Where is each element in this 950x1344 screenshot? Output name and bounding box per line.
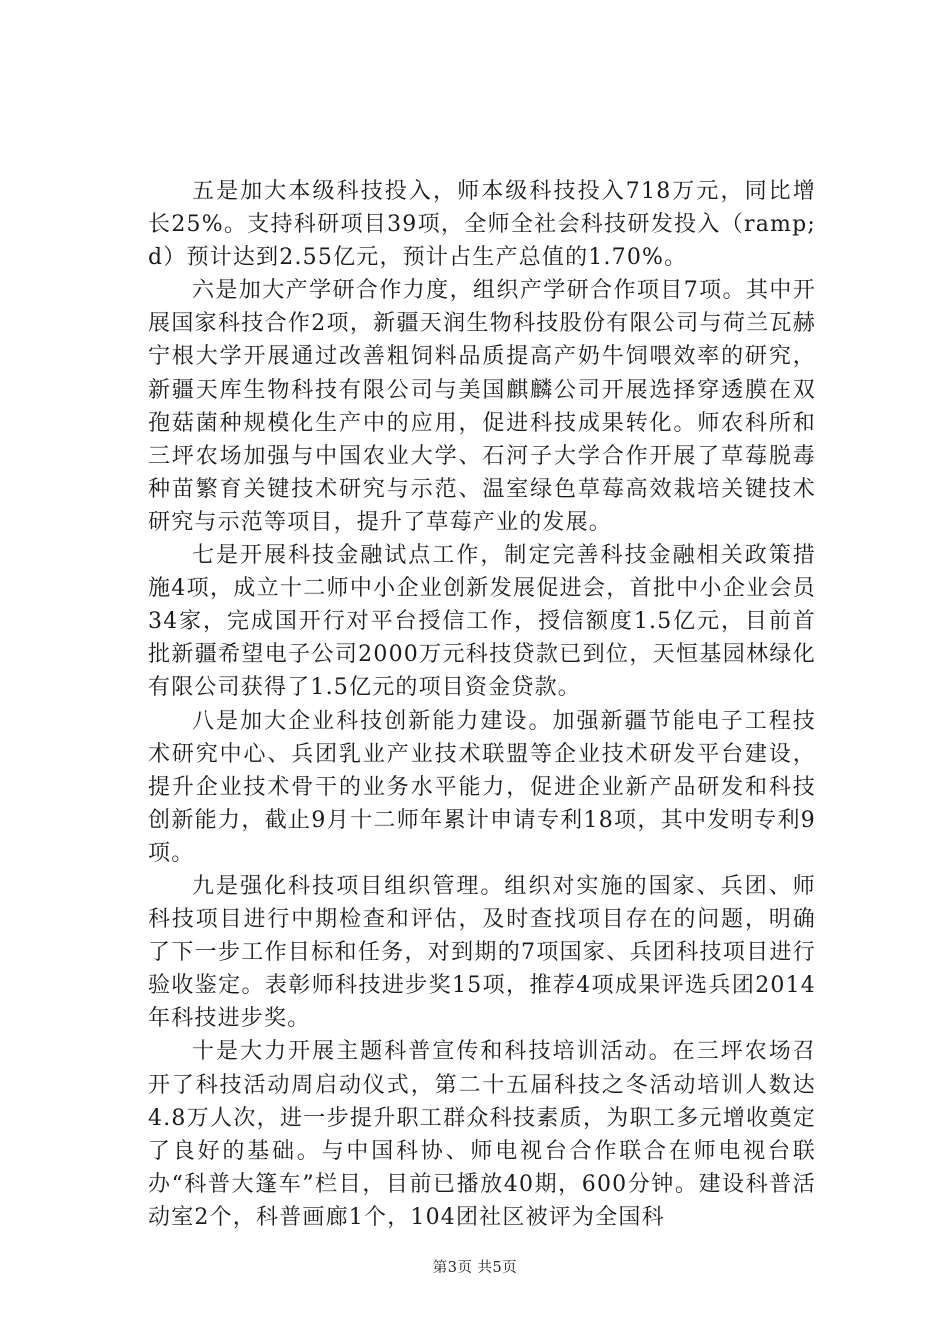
page-footer	[0, 1258, 950, 1278]
paragraph-9: 九是强化科技项目组织管理。组织对实施的国家、兵团、师科技项目进行中期检查和评估，及时查找项目存在的问题，明确了下一步工作目标和任务，对到期的7项国家、兵团科技项目进行验收鉴定。表彰师科技进步奖15项，推荐4项成果评选兵团2014年科技进步奖。	[148, 873, 816, 1032]
document-body	[148, 175, 816, 1234]
page-number-label: 第3页 共5页	[432, 1260, 518, 1276]
paragraph-5: 五是加大本级科技投入，师本级科技投入718万元，同比增长25%。支持科研项目39项，全师全社会科技研发投入（ramp;d）预计达到2.55亿元，预计占生产总值的1.70%。	[148, 179, 816, 271]
paragraph-7: 七是开展科技金融试点工作，制定完善科技金融相关政策措施4项，成立十二师中小企业创新发展促进会，首批中小企业会员34家，完成国开行对平台授信工作，授信额度1.5亿元，目前首批新疆希望电子公司2000万元科技贷款已到位，天恒基园林绿化有限公司获得了1.5亿元的项目资金贷款。	[148, 543, 816, 701]
paragraph-6: 六是加大产学研合作力度，组织产学研合作项目7项。其中开展国家科技合作2项，新疆天润生物科技股份有限公司与荷兰瓦赫宁根大学开展通过改善粗饲料品质提高产奶牛饲喂效率的研究，新疆天库生物科技有限公司与美国麒麟公司开展选择穿透膜在双孢菇菌种规模化生产中的应用，促进科技成果转化。师农科所和三坪农场加强与中国农业大学、石河子大学合作开展了草莓脱毒种苗繁育关键技术研究与示范、温室绿色草莓高效栽培关键技术研究与示范等项目，提升了草莓产业的发展。	[148, 278, 816, 535]
paragraph-8: 八是加大企业科技创新能力建设。加强新疆节能电子工程技术研究中心、兵团乳业产业技术联盟等企业技术研发平台建设，提升企业技术骨干的业务水平能力，促进企业新产品研发和科技创新能力，截止9月十二师年累计申请专利18项，其中发明专利9项。	[148, 708, 816, 866]
paragraph-10: 十是大力开展主题科普宣传和科技培训活动。在三坪农场召开了科技活动周启动仪式，第二十五届科技之冬活动培训人数达4.8万人次，进一步提升职工群众科技素质，为职工多元增收奠定了良好的基础。与中国科协、师电视台合作联合在师电视台联办“科普大篷车”栏目，目前已播放40期，600分钟。建设科普活动室2个，科普画廊1个，104团社区被评为全国科	[148, 1039, 816, 1230]
